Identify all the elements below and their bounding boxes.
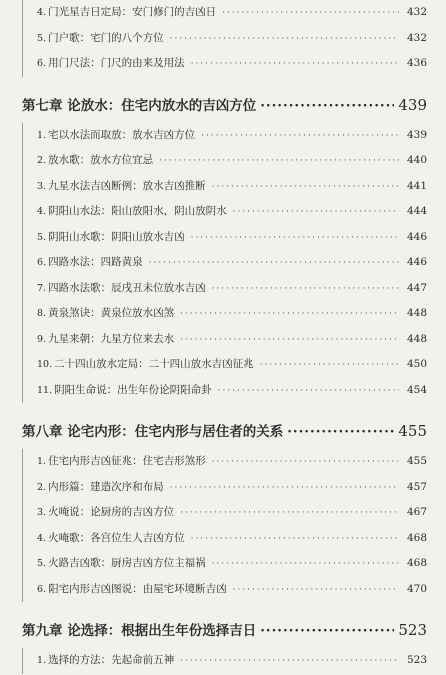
entry-title: 火唵说：论厨房的吉凶方位: [48, 506, 175, 518]
entry-title: 火唵歌：各宫位生人吉凶方位: [48, 531, 185, 544]
entry-number: 2.: [37, 155, 47, 166]
toc-entry[interactable]: [37, 301, 427, 327]
entry-page-number: 455: [406, 455, 427, 467]
entry-list: [22, 123, 427, 404]
chapter-title: 第九章 论选择：根据出生年份选择吉日: [22, 623, 257, 639]
entry-list: [22, 449, 427, 602]
toc-entry[interactable]: [37, 526, 427, 552]
table-of-contents: [22, 0, 427, 666]
entry-title: 宅以水法而取放：放水吉凶方位: [48, 128, 196, 141]
entry-page-number: 457: [406, 480, 427, 493]
chapter-page-number: 439: [398, 95, 427, 114]
entry-page-number: 436: [406, 57, 427, 69]
dot-leader: [233, 578, 399, 604]
dot-leader: [180, 501, 399, 527]
entry-page-number: 441: [406, 179, 427, 192]
entry-page-number: 446: [406, 256, 427, 268]
entry-number: 8.: [37, 308, 47, 319]
toc-entry[interactable]: [37, 0, 427, 26]
entry-number: 3.: [37, 507, 47, 518]
dot-leader: [212, 552, 399, 578]
toc-entry[interactable]: [37, 378, 427, 404]
entry-number: 1.: [37, 129, 47, 141]
toc-entry[interactable]: [37, 123, 427, 149]
chapter-heading[interactable]: [22, 614, 427, 646]
entry-number: 6.: [37, 58, 47, 69]
dot-leader: [180, 649, 399, 675]
entry-number: 3.: [37, 180, 47, 192]
toc-entry[interactable]: [37, 225, 427, 251]
toc-entry[interactable]: [37, 174, 427, 200]
entry-page-number: 454: [406, 383, 427, 396]
entry-title: 内形篇：建造次序和布局: [48, 480, 164, 493]
entry-page-number: 446: [406, 230, 427, 243]
entry-title: 选择的方法：先起命前五神: [48, 654, 175, 666]
toc-entry[interactable]: [37, 199, 427, 225]
entry-number: 2.: [37, 481, 47, 493]
entry-number: 4.: [37, 532, 47, 544]
dot-leader: [260, 90, 394, 122]
chapter-title: 第八章 论宅内形：住宅内形与居住者的关系: [22, 424, 284, 440]
dot-leader: [191, 52, 399, 78]
toc-entry[interactable]: [37, 250, 427, 276]
dot-leader: [170, 476, 399, 502]
entry-page-number: 467: [406, 506, 427, 518]
entry-page-number: 523: [406, 654, 427, 666]
entry-title: 阴阳生命说：出生年份论阴阳命卦: [54, 383, 212, 396]
entry-number: 4.: [37, 7, 47, 18]
dot-leader: [287, 416, 394, 448]
chapter-heading[interactable]: [22, 89, 427, 121]
entry-number: 1.: [37, 655, 47, 666]
chapter-page-number: 455: [398, 422, 427, 440]
entry-number: 6.: [37, 257, 47, 268]
chapter-heading[interactable]: [22, 415, 427, 447]
dot-leader: [222, 1, 399, 27]
dot-leader: [191, 226, 399, 252]
dot-leader: [191, 527, 399, 553]
entry-page-number: 468: [406, 557, 427, 569]
dot-leader: [212, 450, 399, 476]
entry-number: 9.: [37, 333, 47, 345]
entry-page-number: 447: [406, 281, 427, 294]
entry-list: [22, 0, 427, 77]
entry-number: 5.: [37, 231, 47, 243]
entry-page-number: 448: [406, 332, 427, 345]
entry-page-number: 468: [406, 531, 427, 544]
entry-list: [22, 648, 427, 674]
entry-title: 九星水法吉凶断例：放水吉凶推断: [48, 179, 206, 192]
entry-number: 5.: [37, 32, 47, 44]
entry-number: 6.: [37, 583, 47, 595]
entry-title: 门光星吉日定局：安门修门的吉凶日: [48, 6, 217, 18]
entry-number: 7.: [37, 282, 47, 294]
entry-page-number: 432: [406, 6, 427, 18]
entry-number: 1.: [37, 456, 47, 467]
entry-title: 住宅内形吉凶征兆：住宅吉形煞形: [48, 455, 206, 467]
entry-title: 阴阳山水法：阳山放阳水，阴山放阴水: [48, 205, 227, 217]
entry-page-number: 470: [406, 582, 427, 595]
entry-page-number: 450: [406, 358, 427, 370]
entry-title: 放水歌：放水方位宜忌: [48, 154, 154, 166]
toc-entry[interactable]: [37, 352, 427, 378]
entry-number: 4.: [37, 206, 47, 217]
dot-leader: [218, 379, 399, 405]
entry-page-number: 432: [406, 31, 427, 44]
dot-leader: [212, 175, 399, 201]
entry-page-number: 444: [406, 205, 427, 217]
dot-leader: [149, 251, 399, 277]
dot-leader: [260, 353, 399, 379]
dot-leader: [159, 149, 399, 175]
entry-title: 门户歌：宅门的八个方位: [48, 31, 164, 44]
entry-page-number: 448: [406, 307, 427, 319]
chapter-page-number: 523: [398, 621, 427, 639]
entry-number: 11.: [37, 384, 53, 396]
entry-title: 阳宅内形吉凶图说：由屋宅环境断吉凶: [48, 582, 227, 595]
entry-number: 5.: [37, 558, 47, 569]
dot-leader: [180, 328, 399, 354]
toc-entry[interactable]: [37, 276, 427, 302]
dot-leader: [233, 200, 399, 226]
entry-title: 黄泉煞诀：黄泉位放水凶煞: [48, 307, 175, 319]
entry-number: 10.: [37, 359, 53, 370]
toc-entry[interactable]: [37, 475, 427, 501]
toc-entry[interactable]: [37, 500, 427, 526]
toc-entry[interactable]: [37, 26, 427, 52]
toc-entry[interactable]: [37, 551, 427, 577]
entry-page-number: 439: [406, 128, 427, 141]
dot-leader: [180, 302, 399, 328]
entry-title: 火路吉凶歌：厨房吉凶方位主福祸: [48, 557, 206, 569]
dot-leader: [201, 124, 399, 150]
toc-entry[interactable]: [37, 148, 427, 174]
entry-page-number: 440: [406, 154, 427, 166]
entry-title: 二十四山放水定局：二十四山放水吉凶征兆: [54, 358, 254, 370]
entry-title: 九星来朝：九星方位来去水: [48, 332, 175, 345]
entry-title: 四路水法：四路黄泉: [48, 256, 143, 268]
toc-entry[interactable]: [37, 577, 427, 603]
toc-entry[interactable]: [37, 648, 427, 674]
chapter-title: 第七章 论放水：住宅内放水的吉凶方位: [22, 97, 257, 114]
toc-entry[interactable]: [37, 449, 427, 475]
entry-title: 用门尺法：门尺的由来及用法: [48, 57, 185, 69]
dot-leader: [170, 27, 399, 53]
toc-entry[interactable]: [37, 51, 427, 77]
entry-title: 四路水法歌：辰戌丑未位放水吉凶: [48, 281, 206, 294]
dot-leader: [212, 277, 399, 303]
dot-leader: [260, 615, 394, 647]
entry-title: 阴阳山水歌：阴阳山放水吉凶: [48, 230, 185, 243]
toc-entry[interactable]: [37, 327, 427, 353]
